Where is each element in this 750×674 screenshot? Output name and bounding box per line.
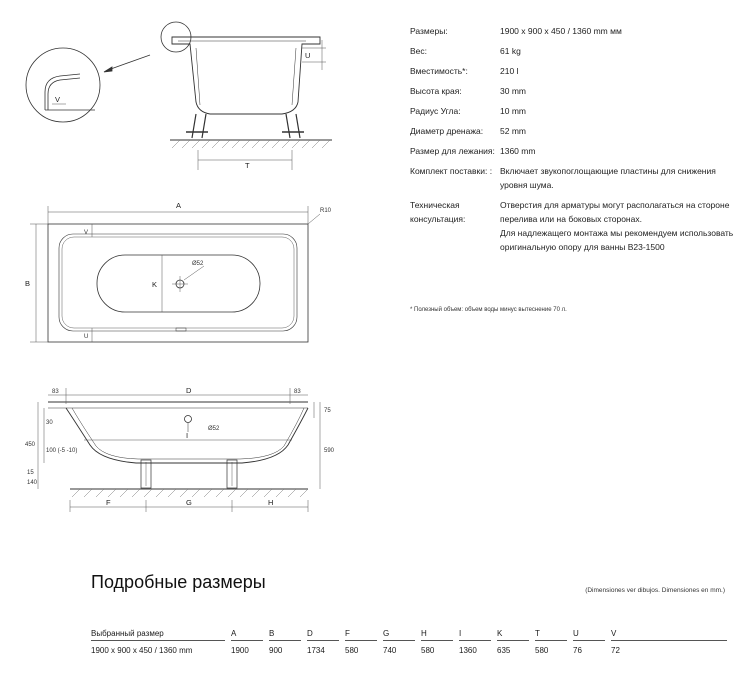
table-header-cell: B bbox=[269, 627, 301, 641]
label-140: 140 bbox=[27, 480, 38, 486]
label-K: K bbox=[152, 280, 158, 289]
spec-row bbox=[410, 44, 740, 58]
label-T: T bbox=[245, 161, 250, 170]
spec-label: Диаметр дренажа: bbox=[410, 126, 484, 136]
detail-magnified-circle bbox=[26, 48, 100, 122]
table-header-cell: U bbox=[573, 627, 605, 641]
spec-value: 10 mm bbox=[500, 106, 526, 116]
spec-label: Комплект поставки: : bbox=[410, 166, 493, 176]
spec-value: 210 l bbox=[500, 66, 519, 76]
table-cell: 580 bbox=[421, 646, 435, 655]
tub-bottom-top bbox=[97, 255, 260, 312]
label-F: F bbox=[106, 498, 111, 507]
spec-row bbox=[410, 64, 740, 78]
table-cell: 635 bbox=[497, 646, 511, 655]
spec-label: Вместимость*: bbox=[410, 66, 468, 76]
label-drain-front: Ø52 bbox=[208, 426, 220, 432]
label-H: H bbox=[268, 498, 274, 507]
label-100: 100 (-5 -10) bbox=[46, 448, 78, 454]
table-header-cell: Выбранный размер bbox=[91, 627, 225, 641]
label-R10: R10 bbox=[320, 208, 332, 214]
spec-label: Радиус Угла: bbox=[410, 106, 461, 116]
table-cell: 740 bbox=[383, 646, 397, 655]
table-cell: 1360 bbox=[459, 646, 477, 655]
spec-value: 61 kg bbox=[500, 46, 521, 56]
spec-label: Размеры: bbox=[410, 26, 448, 36]
dimensions-table bbox=[91, 627, 727, 657]
label-83-right: 83 bbox=[294, 389, 301, 395]
spec-value: 30 mm bbox=[500, 86, 526, 96]
spec-row bbox=[410, 226, 740, 254]
spec-value: 1360 mm bbox=[500, 146, 536, 156]
spec-row bbox=[410, 24, 740, 38]
table-cell: 580 bbox=[345, 646, 359, 655]
label-drain-top: Ø52 bbox=[192, 261, 204, 267]
section-heading: Подробные размеры bbox=[91, 572, 266, 592]
label-450: 450 bbox=[25, 442, 36, 448]
table-cell: 1900 x 900 x 450 / 1360 mm bbox=[91, 646, 193, 655]
label-V-top: V bbox=[84, 230, 89, 236]
dimensions-note: (Dimensiones ver dibujos. Dimensiones en mm.) bbox=[585, 587, 725, 594]
table-cell: 72 bbox=[611, 646, 620, 655]
table-header-cell: T bbox=[535, 627, 567, 641]
tub-outline-top bbox=[48, 224, 308, 342]
label-590: 590 bbox=[324, 448, 335, 454]
label-I: I bbox=[186, 431, 189, 440]
table-header-cell: H bbox=[421, 627, 453, 641]
spec-row bbox=[410, 104, 740, 118]
spec-row bbox=[410, 124, 740, 138]
front-view-drawing bbox=[38, 388, 320, 512]
table-cell: 1734 bbox=[307, 646, 325, 655]
top-view-drawing bbox=[30, 206, 320, 342]
spec-label: Высота края: bbox=[410, 86, 462, 96]
spec-value: 1900 x 900 x 450 / 1360 mm мм bbox=[500, 26, 622, 36]
spec-label: Размер для лежания: bbox=[410, 146, 495, 156]
spec-value: Для надлежащего монтажа мы рекомендуем использовать оригинальную опору для ванны B23-1500 bbox=[500, 228, 734, 252]
spec-value: 52 mm bbox=[500, 126, 526, 136]
technical-drawings bbox=[0, 0, 400, 540]
specifications-list bbox=[410, 24, 740, 260]
label-G: G bbox=[186, 498, 192, 507]
label-15: 15 bbox=[27, 470, 34, 476]
spec-value: Отверстия для арматуры могут располагаться на стороне перелива или на боковых сторонах. bbox=[500, 200, 730, 224]
table-header-cell: G bbox=[383, 627, 415, 641]
dimensions-table-row bbox=[91, 641, 727, 657]
table-header-cell: D bbox=[307, 627, 339, 641]
side-section-drawing bbox=[26, 22, 332, 170]
spec-value: Включает звукопоглощающие пластины для снижения уровня шума. bbox=[500, 166, 716, 190]
table-cell: 900 bbox=[269, 646, 283, 655]
label-B: B bbox=[25, 279, 31, 288]
label-U-side: U bbox=[305, 51, 311, 60]
spec-row bbox=[410, 84, 740, 98]
spec-row bbox=[410, 198, 740, 226]
spec-row bbox=[410, 144, 740, 158]
label-V-detail: V bbox=[55, 95, 61, 104]
label-D: D bbox=[186, 386, 192, 395]
label-30: 30 bbox=[46, 420, 53, 426]
table-header-cell: I bbox=[459, 627, 491, 641]
label-83-left: 83 bbox=[52, 389, 59, 395]
table-header-cell: K bbox=[497, 627, 529, 641]
table-cell: 580 bbox=[535, 646, 549, 655]
table-cell: 1900 bbox=[231, 646, 249, 655]
label-U-top: U bbox=[84, 334, 89, 340]
table-header-cell: F bbox=[345, 627, 377, 641]
spec-row bbox=[410, 164, 740, 192]
spec-label bbox=[410, 226, 500, 254]
table-cell: 76 bbox=[573, 646, 582, 655]
spec-label: Техническая консультация: bbox=[410, 200, 466, 224]
table-header-cell: A bbox=[231, 627, 263, 641]
label-A: A bbox=[176, 201, 182, 210]
label-75: 75 bbox=[324, 408, 331, 414]
dimensions-table-header bbox=[91, 627, 727, 641]
spec-label: Вес: bbox=[410, 46, 428, 56]
table-header-cell: V bbox=[611, 627, 727, 641]
capacity-footnote: * Полезный объем: объем воды минус вытеснение 70 л. bbox=[410, 307, 567, 313]
